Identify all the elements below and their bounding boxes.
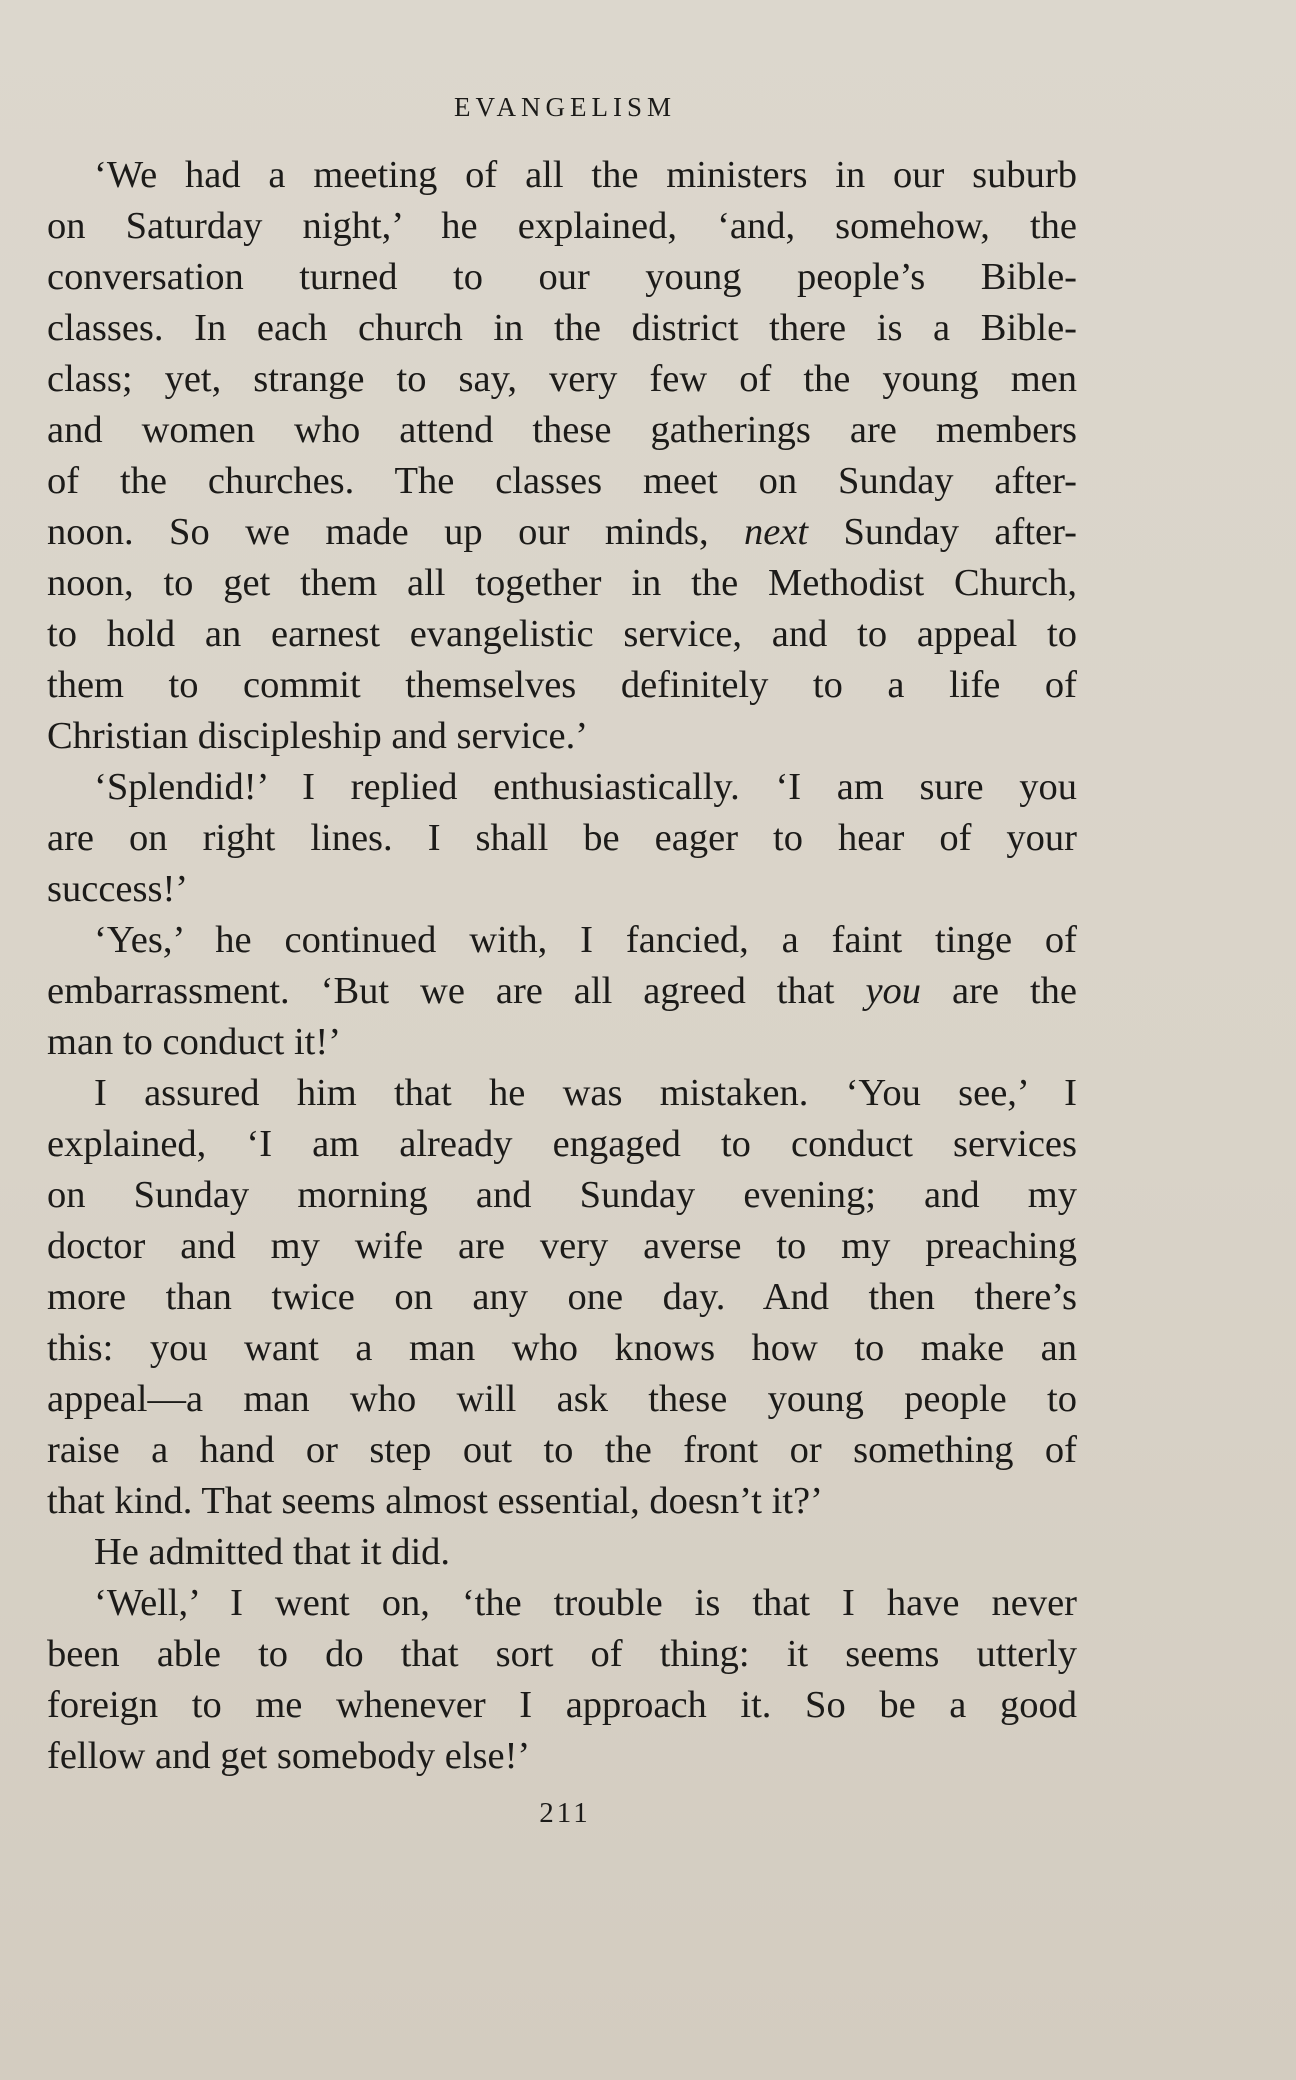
text-line: on Sunday morning and Sunday evening; and my (47, 1174, 1077, 1216)
running-header: EVANGELISM (453, 92, 676, 122)
text-line: on Saturday night,’ he explained, ‘and, somehow, the (47, 205, 1077, 247)
text-line: raise a hand or step out to the front or something of (47, 1429, 1077, 1471)
text-line: classes. In each church in the district there is a Bible- (47, 307, 1077, 349)
text-line: fellow and get somebody else!’ (47, 1735, 531, 1777)
text-line: noon, to get them all together in the Methodist Church, (47, 562, 1077, 604)
text-line: to hold an earnest evangelistic service, and to appeal to (47, 613, 1077, 655)
text-line: Christian discipleship and service.’ (47, 715, 589, 757)
text-line: ‘Splendid!’ I replied enthusiastically. ‘I am sure you (94, 766, 1077, 808)
body-text (47, 150, 1077, 1782)
italic-word: next (743, 511, 809, 553)
text-line: doctor and my wife are very averse to my preaching (47, 1225, 1077, 1267)
text-line: of the churches. The classes meet on Sunday after- (47, 460, 1077, 502)
text-line: them to commit themselves definitely to a life of (47, 664, 1077, 706)
text-line: ‘Well,’ I went on, ‘the trouble is that I have never (94, 1582, 1077, 1624)
text-line: been able to do that sort of thing: it seems utterly (47, 1633, 1077, 1675)
page-number: 211 (539, 1797, 591, 1829)
text-line: success!’ (47, 868, 189, 910)
italic-word: you (865, 970, 922, 1012)
text-line: ‘Yes,’ he continued with, I fancied, a faint tinge of (94, 919, 1077, 961)
text-line: class; yet, strange to say, very few of the young men (47, 358, 1077, 400)
text-line: appeal—a man who will ask these young people to (47, 1378, 1077, 1420)
text-line: and women who attend these gatherings are members (47, 409, 1077, 451)
text-line: embarrassment. ‘But we are all agreed that you are the (47, 970, 1077, 1012)
text-line: ‘We had a meeting of all the ministers in our suburb (94, 154, 1077, 196)
text-line: are on right lines. I shall be eager to hear of your (47, 817, 1077, 859)
text-line: that kind. That seems almost essential, doesn’t it?’ (47, 1480, 823, 1522)
text-line: this: you want a man who knows how to make an (47, 1327, 1077, 1369)
text-line: man to conduct it!’ (47, 1021, 342, 1063)
text-line: foreign to me whenever I approach it. So be a good (47, 1684, 1077, 1726)
text-line: explained, ‘I am already engaged to conduct services (47, 1123, 1077, 1165)
text-line: more than twice on any one day. And then there’s (47, 1276, 1077, 1318)
text-line: He admitted that it did. (94, 1531, 451, 1573)
text-line: noon. So we made up our minds, next Sunday after- (47, 511, 1077, 553)
text-line: conversation turned to our young people’s Bible- (47, 256, 1077, 298)
text-line: I assured him that he was mistaken. ‘You see,’ I (94, 1072, 1077, 1114)
